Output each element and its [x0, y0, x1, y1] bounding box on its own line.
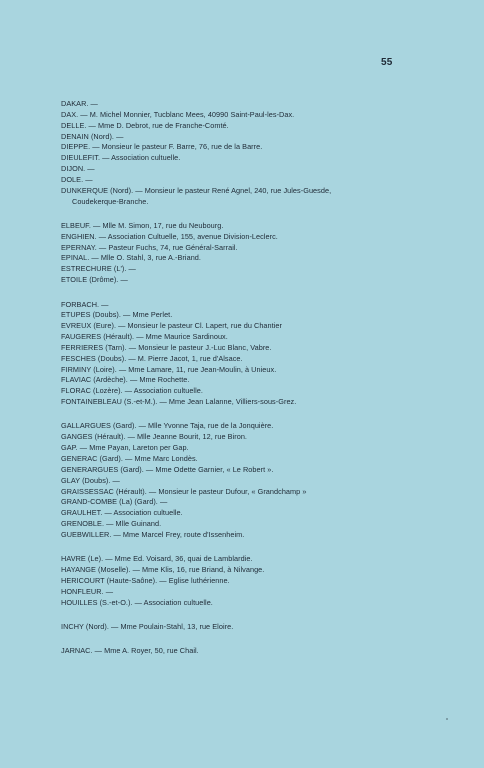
directory-entry: FLORAC (Lozère). — Association cultuelle.: [61, 386, 203, 396]
directory-entry: HAVRE (Le). — Mme Ed. Voisard, 36, quai de Lamblardie.: [61, 554, 253, 564]
directory-entry: EPERNAY. — Pasteur Fuchs, 74, rue Général-Sarrail.: [61, 242, 238, 252]
directory-entry: EVREUX (Eure). — Monsieur le pasteur Cl. Lapert, rue du Chantier: [61, 321, 282, 331]
directory-entry: GRAULHET. — Association cultuelle.: [61, 508, 183, 518]
directory-entry: GALLARGUES (Gard). — Mlle Yvonne Taja, rue de la Jonquière.: [61, 421, 274, 431]
directory-entry: ETUPES (Doubs). — Mme Perlet.: [61, 310, 173, 320]
directory-entry: DIEPPE. — Monsieur le pasteur F. Barre, 76, rue de la Barre.: [61, 142, 263, 152]
directory-entry: FESCHES (Doubs). — M. Pierre Jacot, 1, rue d'Alsace.: [61, 353, 243, 363]
directory-entry: FIRMINY (Loire). — Mme Lamare, 11, rue Jean-Moulin, à Unieux.: [61, 364, 277, 374]
directory-entry: HOUILLES (S.-et-O.). — Association cultuelle.: [61, 597, 213, 607]
directory-entry: GAP. — Mme Payan, Lareton per Gap.: [61, 443, 189, 453]
directory-entry: HAYANGE (Moselle). — Mme Klis, 16, rue Briand, à Nilvange.: [61, 565, 265, 575]
directory-entry: ELBEUF. — Mlle M. Simon, 17, rue du Neubourg.: [61, 220, 224, 230]
page-number: 55: [381, 57, 393, 68]
directory-entry: GENERAC (Gard). — Mme Marc Londès.: [61, 453, 198, 463]
directory-entry: GUEBWILLER. — Mme Marcel Frey, route d'Issenheim.: [61, 529, 245, 539]
directory-entry: INCHY (Nord). — Mme Poulain-Stahl, 13, rue Eloire.: [61, 621, 234, 631]
directory-section: [61, 646, 461, 657]
directory-entry: FERRIERES (Tarn). — Monsieur le pasteur J.-Luc Blanc, Vabre.: [61, 342, 272, 352]
directory-section: [61, 99, 461, 207]
directory-entry: GLAY (Doubs). —: [61, 475, 120, 485]
directory-entry: FLAVIAC (Ardèche). — Mme Rochette.: [61, 375, 190, 385]
directory-entry: FORBACH. —: [61, 299, 109, 309]
directory-entry: FONTAINEBLEAU (S.-et-M.). — Mme Jean Lalanne, Villiers-sous-Grez.: [61, 397, 297, 407]
directory-entry: DIJON. —: [61, 164, 95, 174]
directory-entry: ETOILE (Drôme). —: [61, 275, 128, 285]
directory-entry: DAKAR. —: [61, 99, 98, 108]
entry-continuation: Coudekerque-Branche.: [72, 196, 149, 206]
directory-entry: JARNAC. — Mme A. Royer, 50, rue Chail.: [61, 646, 199, 656]
directory-section: [61, 421, 461, 540]
directory-entry: ESTRECHURE (L'). —: [61, 264, 136, 274]
directory-entry: HONFLEUR. —: [61, 586, 114, 596]
directory-section: [61, 622, 461, 633]
directory-entry: FAUGERES (Hérault). — Mme Maurice Sardinoux.: [61, 332, 228, 342]
directory-entry: DIEULEFIT. — Association cultuelle.: [61, 153, 181, 163]
directory-entry: GRENOBLE. — Mlle Guinand.: [61, 519, 162, 529]
directory-entry: DELLE. — Mme D. Debrot, rue de Franche-Comté.: [61, 120, 229, 130]
directory-entry: DAX. — M. Michel Monnier, Tucblanc Mees, 40990 Saint-Paul-les-Dax.: [61, 109, 295, 119]
directory-entry: HERICOURT (Haute-Saône). — Eglise luthérienne.: [61, 575, 230, 585]
directory-listing: [61, 99, 461, 671]
directory-entry: GRAND-COMBE (La) (Gard). —: [61, 497, 168, 507]
directory-entry: GRAISSESSAC (Hérault). — Monsieur le pasteur Dufour, « Grandchamp »: [61, 486, 307, 496]
directory-entry: EPINAL. — Mlle O. Stahl, 3, rue A.-Briand.: [61, 253, 201, 263]
directory-section: [61, 554, 461, 608]
directory-entry: GENERARGUES (Gard). — Mme Odette Garnier, « Le Robert ».: [61, 464, 274, 474]
directory-entry: ENGHIEN. — Association Cultuelle, 155, avenue Division-Leclerc.: [61, 231, 278, 241]
page-speck: [446, 718, 448, 720]
directory-entry: DOLE. —: [61, 174, 93, 184]
directory-entry: DENAIN (Nord). —: [61, 131, 124, 141]
directory-section: [61, 221, 461, 286]
directory-entry: DUNKERQUE (Nord). — Monsieur le pasteur René Agnel, 240, rue Jules-Guesde,: [61, 185, 332, 195]
directory-entry: GANGES (Hérault). — Mlle Jeanne Bourit, 12, rue Biron.: [61, 432, 248, 442]
directory-section: [61, 300, 461, 408]
